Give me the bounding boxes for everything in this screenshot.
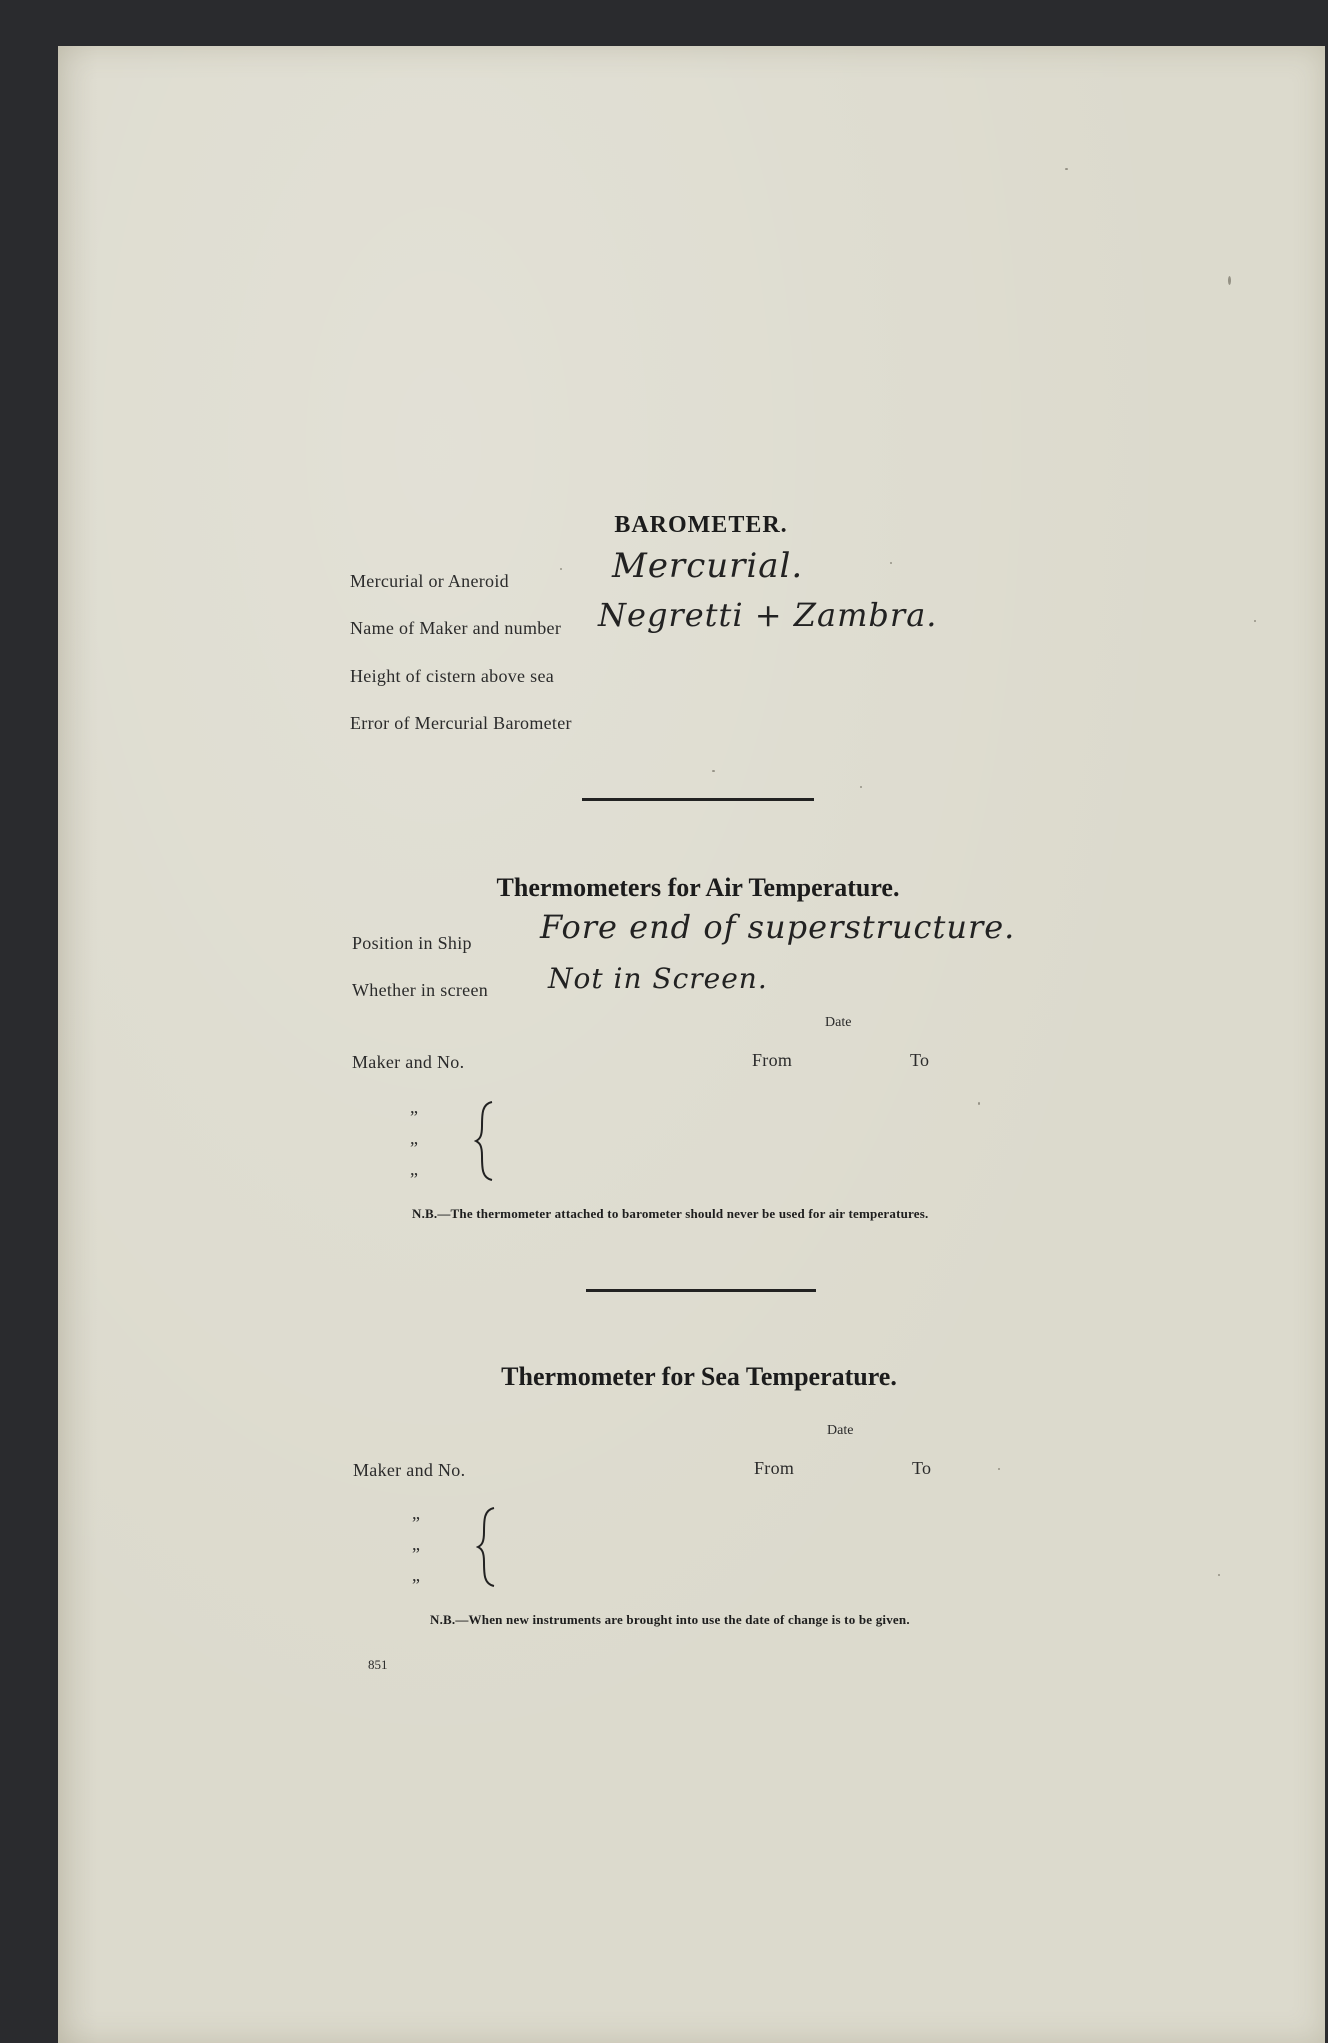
position-in-ship-value: Fore end of superstructure. xyxy=(540,908,1016,946)
whether-in-screen-value: Not in Screen. xyxy=(548,962,768,995)
air-date-label: Date xyxy=(825,1015,852,1030)
sea-ditto-mark: ” xyxy=(412,1544,420,1564)
field-label-mercurial-or-aneroid: Mercurial or Aneroid xyxy=(350,571,509,591)
sea-thermometer-title: Thermometer for Sea Temperature. xyxy=(501,1362,897,1391)
air-brace xyxy=(474,1100,498,1182)
air-ditto-mark: ” xyxy=(410,1169,418,1189)
air-from-label: From xyxy=(752,1050,793,1070)
section-divider xyxy=(586,1289,816,1292)
sea-ditto-mark: ” xyxy=(412,1513,420,1533)
air-note: N.B.—The thermometer attached to barometer should never be used for air temperatures. xyxy=(412,1206,929,1221)
barometer-title: BAROMETER. xyxy=(614,512,788,538)
form-number: 851 xyxy=(368,1657,388,1672)
sea-ditto-mark: ” xyxy=(412,1575,420,1595)
sea-brace xyxy=(476,1506,500,1588)
whether-in-screen-label: Whether in screen xyxy=(352,980,489,1000)
field-label-mercurial-error: Error of Mercurial Barometer xyxy=(350,713,572,733)
sea-note: N.B.—When new instruments are brought into use the date of change is to be given. xyxy=(430,1612,910,1627)
sea-maker-and-no-label: Maker and No. xyxy=(353,1460,466,1480)
position-in-ship-label: Position in Ship xyxy=(352,933,472,953)
section-divider xyxy=(582,798,814,801)
field-label-maker-and-number: Name of Maker and number xyxy=(350,618,562,638)
field-value-mercurial-or-aneroid: Mercurial. xyxy=(612,546,804,586)
air-ditto-mark: ” xyxy=(410,1138,418,1158)
air-thermometers-title: Thermometers for Air Temperature. xyxy=(496,873,900,902)
air-to-label: To xyxy=(910,1050,930,1070)
air-ditto-mark: ” xyxy=(410,1107,418,1127)
air-maker-and-no-label: Maker and No. xyxy=(352,1052,465,1072)
field-value-maker-and-number: Negretti + Zambra. xyxy=(598,596,938,634)
sea-from-label: From xyxy=(754,1458,795,1478)
form-page xyxy=(58,46,1325,2043)
field-label-cistern-height: Height of cistern above sea xyxy=(350,666,555,686)
sea-to-label: To xyxy=(912,1458,932,1478)
sea-date-label: Date xyxy=(827,1423,854,1438)
